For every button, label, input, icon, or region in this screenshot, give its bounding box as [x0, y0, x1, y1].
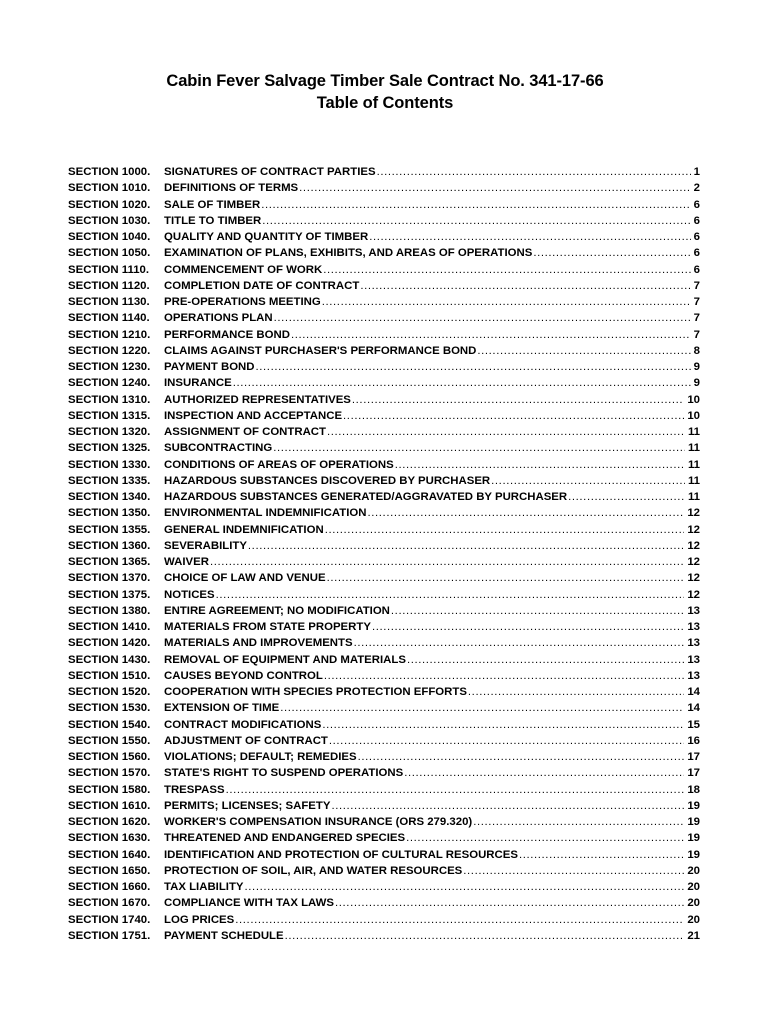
page-number: 7 [693, 328, 700, 341]
toc-entry-body [164, 912, 700, 928]
toc-entry-body [164, 895, 700, 911]
page-number: 12 [687, 572, 700, 585]
toc-entry[interactable] [68, 375, 700, 391]
section-title: SUBCONTRACTING [164, 442, 273, 455]
section-number: SECTION 1110. [68, 263, 150, 276]
page-number: 12 [687, 507, 700, 520]
section-number: SECTION 1315. [68, 409, 151, 422]
dot-leader [533, 245, 690, 261]
section-number: SECTION 1210. [68, 328, 151, 341]
toc-entry-body [164, 489, 700, 505]
dot-leader [226, 782, 685, 798]
section-title: PRE-OPERATIONS MEETING [164, 296, 321, 308]
toc-entry[interactable] [68, 717, 700, 733]
section-title: EXAMINATION OF PLANS, EXHIBITS, AND AREAS OF OPERATIONS [164, 247, 533, 260]
page-number: 19 [687, 799, 700, 812]
section-number: SECTION 1430. [68, 653, 151, 666]
toc-entry[interactable] [68, 522, 700, 538]
section-number: SECTION 1610. [68, 799, 151, 812]
page-number: 20 [687, 913, 700, 926]
dot-leader [372, 619, 684, 635]
page-number: 18 [687, 783, 700, 796]
toc-entry[interactable] [68, 343, 700, 359]
page-number: 11 [687, 442, 700, 455]
dot-leader [473, 814, 684, 830]
page-number: 17 [687, 767, 700, 780]
section-title: THREATENED AND ENDANGERED SPECIES [164, 832, 406, 845]
page-number: 2 [693, 182, 700, 195]
toc-entry[interactable] [68, 879, 700, 895]
section-title: QUALITY AND QUANTITY OF TIMBER [164, 231, 369, 243]
page-number: 14 [687, 686, 700, 698]
toc-entry[interactable] [68, 782, 700, 798]
page-number: 6 [693, 214, 700, 227]
dot-leader [248, 538, 684, 554]
section-number: SECTION 1530. [68, 702, 151, 715]
section-number: SECTION 1030. [68, 214, 151, 227]
section-title: MATERIALS FROM STATE PROPERTY [164, 621, 371, 633]
section-title: NOTICES [164, 588, 215, 601]
section-title: TAX LIABILITY [164, 881, 244, 893]
page-number: 20 [687, 864, 700, 877]
toc-entry[interactable] [68, 408, 700, 424]
page-number: 13 [687, 604, 700, 617]
dot-leader [216, 587, 685, 603]
section-number: SECTION 1520. [68, 686, 151, 698]
section-number: SECTION 1040. [68, 231, 151, 243]
page-number: 10 [687, 409, 700, 422]
page-number: 14 [687, 702, 700, 715]
toc-entry-body [164, 717, 700, 733]
section-title: PAYMENT BOND [164, 361, 255, 373]
dot-leader [354, 635, 685, 651]
toc-entry-body [164, 554, 700, 570]
section-number: SECTION 1335. [68, 474, 151, 487]
toc-entry-body [164, 879, 700, 895]
page-number: 19 [687, 848, 700, 861]
toc-entry-body [164, 570, 700, 586]
toc-entry-body [164, 180, 700, 196]
page-number: 7 [693, 296, 700, 308]
section-number: SECTION 1050. [68, 247, 151, 260]
toc-entry-body [164, 603, 700, 619]
dot-leader [322, 717, 684, 733]
page-number: 19 [687, 832, 700, 845]
toc-entry[interactable] [68, 603, 700, 619]
dot-leader [299, 180, 690, 196]
section-title: COMPLIANCE WITH TAX LAWS [164, 897, 335, 910]
dot-leader [406, 830, 684, 846]
section-number: SECTION 1560. [68, 751, 151, 763]
toc-entry[interactable] [68, 310, 700, 326]
toc-entry-body [164, 700, 700, 716]
section-number: SECTION 1130. [68, 296, 150, 308]
section-number: SECTION 1020. [68, 198, 151, 211]
section-title: TITLE TO TIMBER [164, 214, 262, 227]
toc-entry[interactable] [68, 814, 700, 830]
page-number: 13 [687, 653, 700, 666]
toc-entry-body [164, 213, 700, 229]
page-number: 10 [687, 393, 700, 406]
page-number: 11 [687, 491, 700, 503]
dot-leader [324, 668, 684, 684]
toc-entry[interactable] [68, 554, 700, 570]
toc-entry-body [164, 310, 700, 326]
toc-entry-body [164, 245, 700, 261]
toc-entry-body [164, 587, 700, 603]
section-title: AUTHORIZED REPRESENTATIVES [164, 393, 351, 406]
section-number: SECTION 1540. [68, 718, 151, 731]
dot-leader [210, 554, 684, 570]
toc-entry[interactable] [68, 619, 700, 635]
section-number: SECTION 1350. [68, 507, 151, 520]
section-number: SECTION 1380. [68, 604, 151, 617]
toc-entry[interactable] [68, 180, 700, 196]
page-number: 8 [693, 344, 700, 357]
section-title: PROTECTION OF SOIL, AIR, AND WATER RESOURCES [164, 864, 463, 877]
section-title: WAIVER [164, 556, 209, 568]
page-number: 9 [693, 377, 700, 390]
toc-entry-body [164, 505, 700, 521]
section-number: SECTION 1740. [68, 913, 151, 926]
toc-entry-body [164, 635, 700, 651]
section-title: SIGNATURES OF CONTRACT PARTIES [164, 166, 376, 178]
section-number: SECTION 1751. [68, 929, 151, 942]
dot-leader [291, 327, 691, 343]
toc-entry-body [164, 522, 700, 538]
dot-leader [322, 294, 691, 310]
section-number: SECTION 1375. [68, 588, 151, 601]
dot-leader [273, 440, 685, 456]
toc-entry[interactable] [68, 765, 700, 781]
document-title: Cabin Fever Salvage Timber Sale Contract No. 341-17-66 [166, 72, 604, 90]
section-title: COMMENCEMENT OF WORK [164, 263, 323, 276]
document-header [0, 70, 770, 114]
toc-entry[interactable] [68, 733, 700, 749]
page-number: 9 [693, 361, 700, 373]
toc-entry[interactable] [68, 684, 700, 700]
section-title: PERFORMANCE BOND [164, 328, 290, 341]
section-number: SECTION 1310. [68, 393, 151, 406]
dot-leader [568, 489, 685, 505]
section-title: ADJUSTMENT OF CONTRACT [164, 734, 328, 747]
section-number: SECTION 1320. [68, 426, 151, 438]
toc-entry-body [164, 863, 700, 879]
page-number: 6 [693, 198, 700, 211]
section-title: PAYMENT SCHEDULE [164, 929, 284, 942]
section-number: SECTION 1010. [68, 182, 151, 195]
toc-entry-body [164, 473, 700, 489]
toc-entry-body [164, 830, 700, 846]
section-number: SECTION 1140. [68, 312, 150, 325]
dot-leader [233, 375, 691, 391]
page-number: 7 [693, 312, 700, 325]
section-title: HAZARDOUS SUBSTANCES DISCOVERED BY PURCHASER [164, 474, 491, 487]
page-number: 12 [687, 539, 700, 552]
toc-entry[interactable] [68, 440, 700, 456]
toc-entry-body [164, 619, 700, 635]
dot-leader [285, 928, 685, 944]
section-number: SECTION 1630. [68, 832, 151, 845]
dot-leader [468, 684, 684, 700]
toc-entry[interactable] [68, 863, 700, 879]
toc-entry[interactable] [68, 912, 700, 928]
section-title: ENVIRONMENTAL INDEMNIFICATION [164, 507, 367, 520]
section-number: SECTION 1230. [68, 361, 151, 373]
toc-entry[interactable] [68, 457, 700, 473]
toc-entry[interactable] [68, 294, 700, 310]
section-title: MATERIALS AND IMPROVEMENTS [164, 637, 353, 650]
dot-leader [368, 505, 685, 521]
section-title: ASSIGNMENT OF CONTRACT [164, 426, 326, 438]
dot-leader [262, 213, 690, 229]
toc-entry[interactable] [68, 895, 700, 911]
page-number: 17 [687, 751, 700, 763]
section-title: VIOLATIONS; DEFAULT; REMEDIES [164, 751, 357, 763]
dot-leader [343, 408, 684, 424]
toc-entry-body [164, 798, 700, 814]
toc-entry-body [164, 684, 700, 700]
dot-leader [358, 749, 685, 765]
page-number: 6 [693, 231, 700, 243]
section-title: STATE'S RIGHT TO SUSPEND OPERATIONS [164, 767, 404, 780]
section-number: SECTION 1340. [68, 491, 151, 503]
dot-leader [391, 603, 684, 619]
section-number: SECTION 1240. [68, 377, 151, 390]
dot-leader [261, 197, 690, 213]
section-title: LOG PRICES [164, 913, 235, 926]
section-title: CONTRACT MODIFICATIONS [164, 718, 322, 731]
toc-entry-body [164, 278, 700, 294]
dot-leader [377, 164, 691, 180]
dot-leader [329, 733, 684, 749]
section-number: SECTION 1365. [68, 556, 151, 568]
toc-entry-body [164, 733, 700, 749]
section-number: SECTION 1660. [68, 881, 151, 893]
toc-entry[interactable] [68, 928, 700, 944]
toc-entry-body [164, 457, 700, 473]
toc-entry[interactable] [68, 473, 700, 489]
section-title: PERMITS; LICENSES; SAFETY [164, 799, 331, 812]
section-title: DEFINITIONS OF TERMS [164, 182, 299, 195]
section-title: CONDITIONS OF AREAS OF OPERATIONS [164, 458, 394, 471]
toc-entry-body [164, 424, 700, 440]
toc-entry-body [164, 440, 700, 456]
section-title: WORKER'S COMPENSATION INSURANCE (ORS 279.320) [164, 816, 473, 828]
toc-entry[interactable] [68, 538, 700, 554]
section-title: IDENTIFICATION AND PROTECTION OF CULTURAL RESOURCES [164, 848, 518, 861]
section-number: SECTION 1220. [68, 344, 151, 357]
page-number: 12 [687, 556, 700, 568]
toc-entry[interactable] [68, 830, 700, 846]
page-number: 13 [687, 621, 700, 633]
toc-entry[interactable] [68, 213, 700, 229]
toc-entry-body [164, 538, 700, 554]
section-title: ENTIRE AGREEMENT; NO MODIFICATION [164, 604, 390, 617]
toc-entry[interactable] [68, 164, 700, 180]
toc-entry-body [164, 327, 700, 343]
toc-entry[interactable] [68, 587, 700, 603]
page-number: 11 [687, 426, 700, 438]
dot-leader [327, 424, 685, 440]
table-of-contents [68, 164, 700, 944]
section-title: GENERAL INDEMNIFICATION [164, 523, 324, 536]
page-number: 11 [687, 458, 700, 471]
dot-leader [256, 359, 691, 375]
toc-entry[interactable] [68, 229, 700, 245]
page-number: 16 [687, 734, 700, 747]
dot-leader [352, 392, 684, 408]
section-number: SECTION 1620. [68, 816, 151, 828]
section-title: INSURANCE [164, 377, 232, 390]
toc-entry-body [164, 408, 700, 424]
section-title: SEVERABILITY [164, 539, 247, 552]
toc-entry-body [164, 749, 700, 765]
dot-leader [331, 798, 684, 814]
dot-leader [335, 895, 684, 911]
dot-leader [491, 473, 685, 489]
toc-entry[interactable] [68, 489, 700, 505]
toc-entry[interactable] [68, 700, 700, 716]
toc-entry-body [164, 229, 700, 245]
toc-entry-body [164, 392, 700, 408]
section-number: SECTION 1000. [68, 166, 151, 178]
section-number: SECTION 1370. [68, 572, 151, 585]
toc-entry[interactable] [68, 635, 700, 651]
toc-entry[interactable] [68, 327, 700, 343]
toc-entry-body [164, 814, 700, 830]
section-title: REMOVAL OF EQUIPMENT AND MATERIALS [164, 653, 406, 666]
page-number: 6 [693, 247, 700, 260]
section-number: SECTION 1355. [68, 523, 151, 536]
page-number: 12 [687, 523, 700, 536]
page-number: 7 [693, 279, 700, 292]
section-title: CLAIMS AGAINST PURCHASER'S PERFORMANCE BOND [164, 344, 477, 357]
toc-entry-body [164, 262, 700, 278]
dot-leader [235, 912, 684, 928]
toc-entry[interactable] [68, 749, 700, 765]
dot-leader [280, 700, 684, 716]
dot-leader [404, 765, 684, 781]
section-number: SECTION 1360. [68, 539, 151, 552]
toc-entry-body [164, 668, 700, 684]
toc-entry[interactable] [68, 652, 700, 668]
toc-entry[interactable] [68, 197, 700, 213]
page-number: 12 [687, 588, 700, 601]
toc-entry-body [164, 294, 700, 310]
dot-leader [519, 847, 684, 863]
section-title: INSPECTION AND ACCEPTANCE [164, 409, 343, 422]
toc-entry[interactable] [68, 798, 700, 814]
toc-entry-body [164, 782, 700, 798]
page-number: 13 [687, 669, 700, 682]
page-number: 11 [687, 474, 700, 487]
section-title: OPERATIONS PLAN [164, 312, 273, 325]
toc-entry[interactable] [68, 847, 700, 863]
toc-entry-body [164, 847, 700, 863]
page-number: 13 [687, 637, 700, 650]
toc-entry-body [164, 765, 700, 781]
section-number: SECTION 1640. [68, 848, 151, 861]
section-number: SECTION 1550. [68, 734, 151, 747]
toc-entry[interactable] [68, 424, 700, 440]
dot-leader [325, 522, 685, 538]
toc-entry-body [164, 343, 700, 359]
page-number: 19 [687, 816, 700, 828]
section-title: COOPERATION WITH SPECIES PROTECTION EFFORTS [164, 686, 467, 698]
dot-leader [407, 652, 684, 668]
dot-leader [274, 310, 691, 326]
dot-leader [323, 262, 690, 278]
page-number: 21 [687, 929, 700, 942]
toc-entry[interactable] [68, 392, 700, 408]
page-number: 15 [687, 718, 700, 731]
page-number: 1 [693, 166, 700, 178]
section-number: SECTION 1580. [68, 783, 151, 796]
dot-leader [245, 879, 685, 895]
dot-leader [360, 278, 690, 294]
section-title: EXTENSION OF TIME [164, 702, 280, 715]
toc-entry-body [164, 359, 700, 375]
section-number: SECTION 1570. [68, 767, 151, 780]
toc-entry-body [164, 375, 700, 391]
page-number: 6 [693, 263, 700, 276]
section-number: SECTION 1670. [68, 897, 151, 910]
section-title: COMPLETION DATE OF CONTRACT [164, 279, 360, 292]
section-title: TRESPASS [164, 783, 225, 796]
toc-entry[interactable] [68, 359, 700, 375]
section-number: SECTION 1120. [68, 279, 150, 292]
toc-entry-body [164, 928, 700, 944]
toc-entry[interactable] [68, 505, 700, 521]
dot-leader [369, 229, 690, 245]
dot-leader [463, 863, 684, 879]
page-number: 20 [687, 881, 700, 893]
toc-entry[interactable] [68, 245, 700, 261]
section-title: CHOICE OF LAW AND VENUE [164, 572, 326, 585]
document-subtitle: Table of Contents [316, 94, 454, 112]
dot-leader [395, 457, 685, 473]
toc-entry-body [164, 652, 700, 668]
dot-leader [327, 570, 685, 586]
section-number: SECTION 1510. [68, 669, 151, 682]
section-title: HAZARDOUS SUBSTANCES GENERATED/AGGRAVATED BY PURCHASER [164, 491, 568, 503]
toc-entry[interactable] [68, 278, 700, 294]
toc-entry-body [164, 164, 700, 180]
section-title: SALE OF TIMBER [164, 198, 261, 211]
section-number: SECTION 1410. [68, 621, 151, 633]
section-title: CAUSES BEYOND CONTROL [164, 669, 323, 682]
page-number: 20 [687, 897, 700, 910]
section-number: SECTION 1420. [68, 637, 151, 650]
dot-leader [477, 343, 690, 359]
toc-entry[interactable] [68, 668, 700, 684]
toc-entry[interactable] [68, 570, 700, 586]
section-number: SECTION 1325. [68, 442, 151, 455]
section-number: SECTION 1330. [68, 458, 151, 471]
section-number: SECTION 1650. [68, 864, 151, 877]
toc-entry-body [164, 197, 700, 213]
toc-entry[interactable] [68, 262, 700, 278]
